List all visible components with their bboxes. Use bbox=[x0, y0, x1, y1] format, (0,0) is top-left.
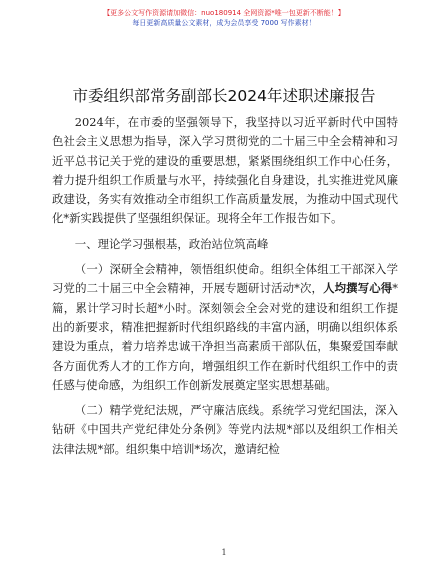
paragraph-text: *篇，累计学习时长超*小时。深刻领会全会对党的建设和组织工作提出的新要求，精准把握新时代组织路线的丰富内涵，明确以组织体系建设为重点，着力培养忠诚干净担当高素质干部队伍，集聚爱国奉献各方面优秀人才的工作方向，增强组织工作在新时代组织工作中的责任感与使命感，为组织工作创新发展奠定坚实思想基础。 bbox=[52, 281, 398, 392]
banner-update-line: 每日更新高质量公文素材，成为会员享受 7000 写作素材！ bbox=[132, 19, 316, 27]
intro-paragraph: 2024年，在市委的坚强领导下，我坚持以习近平新时代中国特色社会主义思想为指导，深入学习贯彻党的二十届三中全会精神和习近平总书记关于党的建设的重要思想，紧紧围绕组织工作中心任务，着力提升组织工作质量与水平，持续强化自身建设，扎实推进党风廉政建设，务实有效推动全市组织工作高质量发展，为推动中国式现代化*新实践提供了坚强组织保证。现将全年工作报告如下。 bbox=[52, 115, 398, 226]
section-heading: 一、理论学习强根基，政治站位筑高峰 bbox=[74, 236, 269, 251]
body-paragraph bbox=[52, 260, 398, 395]
page-number: 1 bbox=[221, 548, 227, 557]
header-banner bbox=[0, 8, 448, 28]
body-paragraph: （二）精学党纪法规，严守廉洁底线。系统学习党纪国法，深入钻研《中国共产党纪律处分条例》等党内法规*部以及组织工作相关法律法规*部。组织集中培训*场次，邀请纪检 bbox=[52, 403, 398, 456]
paragraph-text: （一）深研全会精神，领悟组织使命。组织全体组工干部深入学习党的二十届三中全会精神，开展专题研讨活动*次， bbox=[52, 262, 398, 296]
document-title: 市委组织部常务副部长2024年述职述廉报告 bbox=[72, 87, 376, 105]
document-body bbox=[52, 113, 398, 459]
banner-promo-line: 【更多公文写作资源请加微信：nuo180914 全网资源*唯一包更新不断能！】 bbox=[103, 9, 345, 17]
bold-phrase: 人均撰写心得 bbox=[323, 281, 393, 296]
